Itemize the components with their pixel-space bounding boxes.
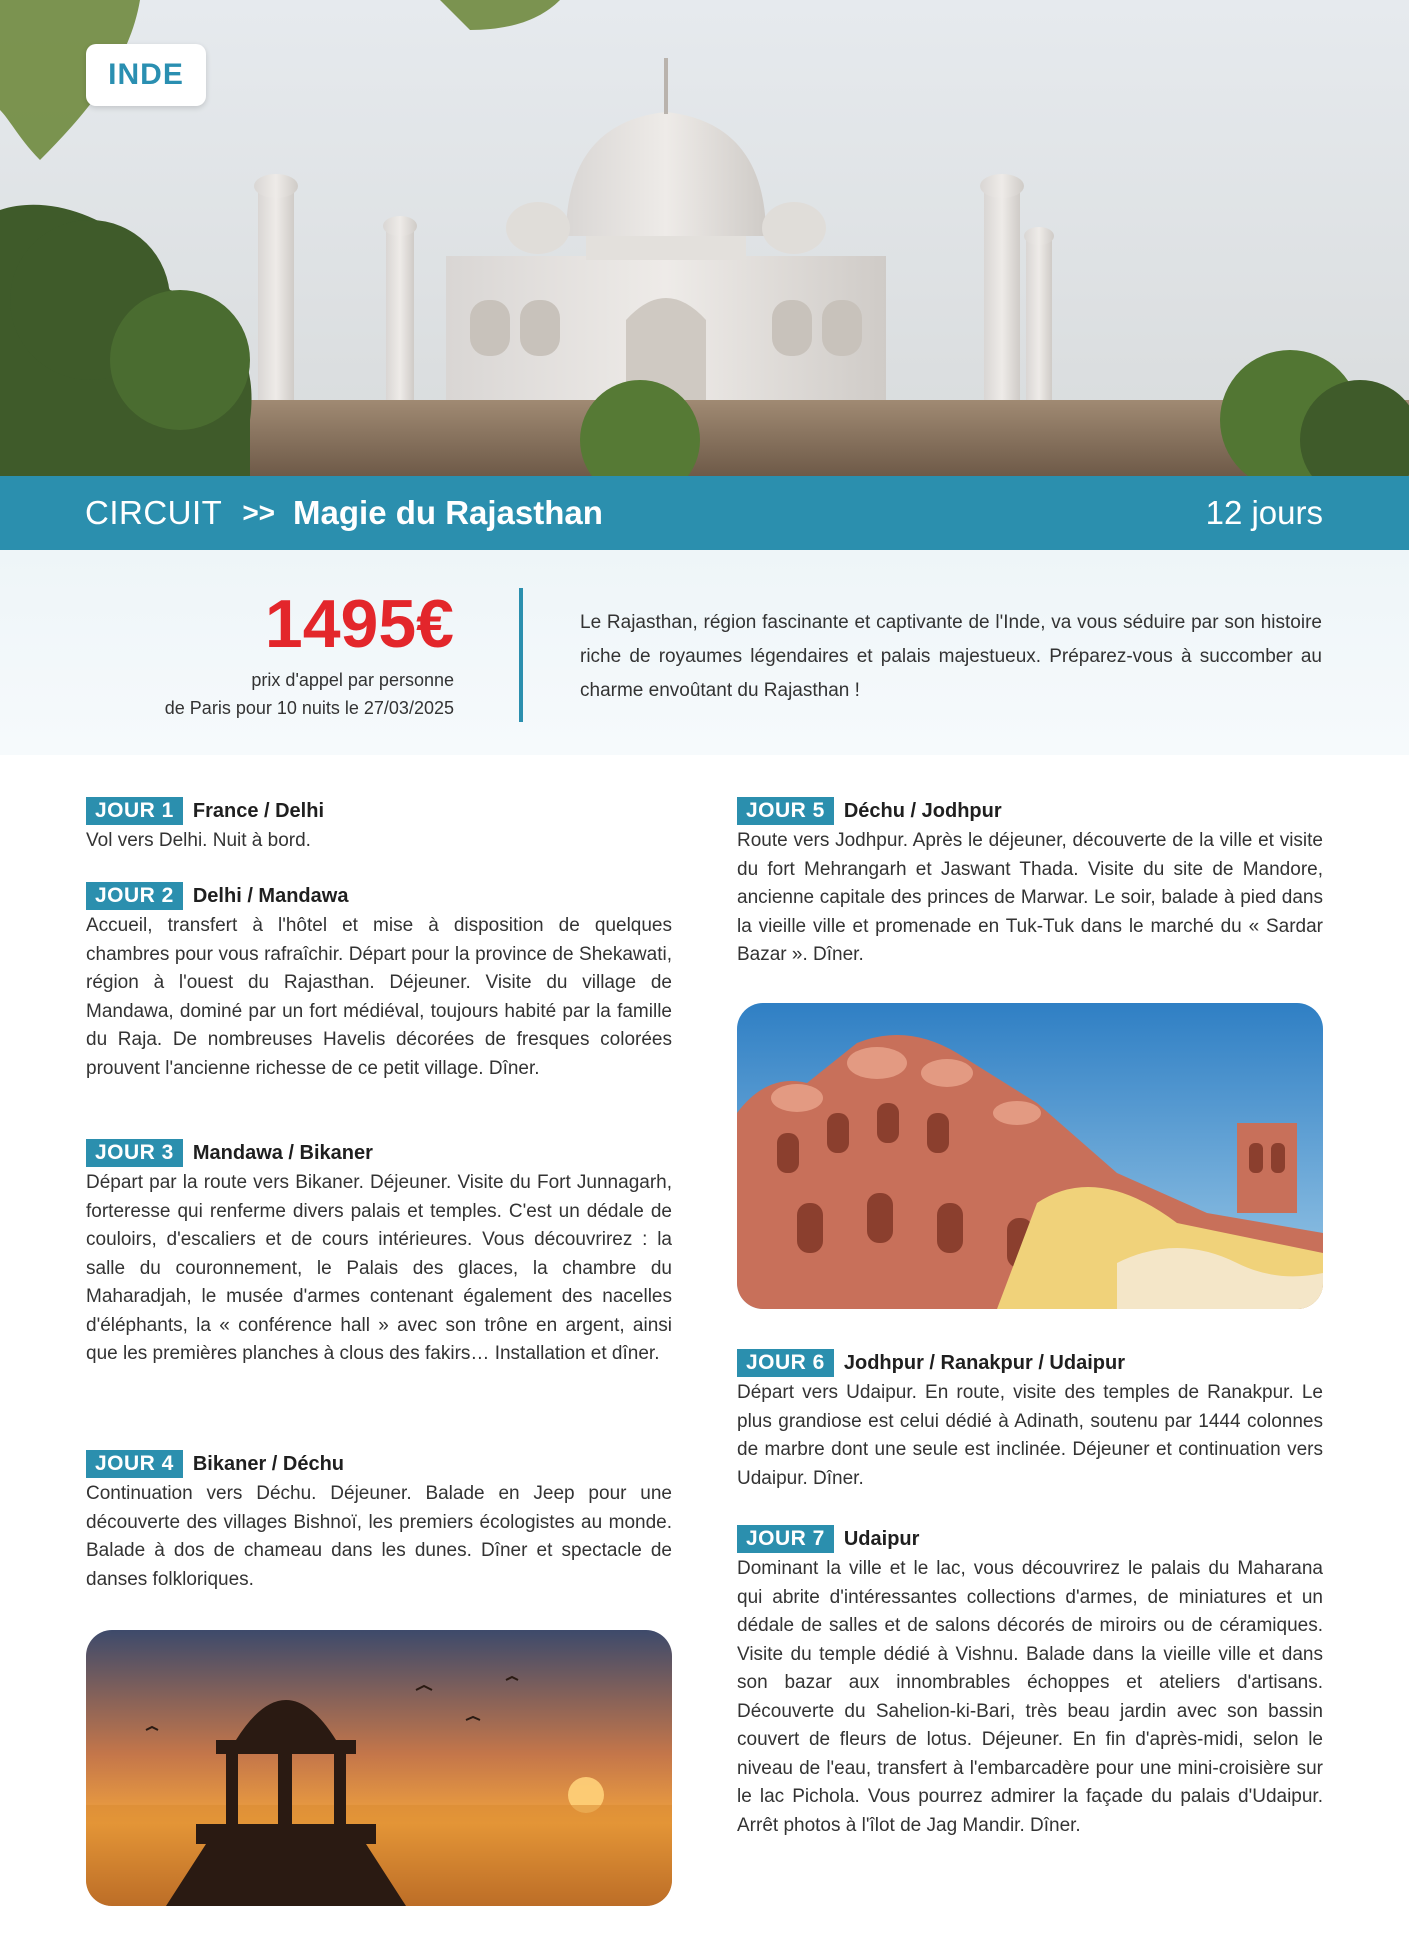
day-tag: JOUR 6: [737, 1349, 834, 1377]
day-text: Route vers Jodhpur. Après le déjeuner, découverte de la ville et visite du fort Mehrangarh et Jaswant Thada. Visite du site de Mandore, ancienne capitale des princes de Marwar. Le soir, balade à pied dans la vieille ville et promenade en Tuk-Tuk dans le marché du « Sardar Bazar ». Dîner.: [737, 830, 1323, 965]
trip-name: Magie du Rajasthan: [293, 494, 603, 531]
price-value: 1495€: [264, 586, 454, 662]
hawa-mahal-illustration: [737, 1003, 1323, 1309]
day-3: [86, 1139, 672, 1369]
day-route: Bikaner / Déchu: [192, 1452, 345, 1475]
day-text: Départ par la route vers Bikaner. Déjeuner. Visite du Fort Junnagarh, forteresse qui renferme divers palais et temples. C'est un dédale de couloirs, d'escaliers et de cours intérieures. Vous découvrirez : la salle du couronnement, le Palais des glaces, la chambre du Maharadjah, le musée d'armes contenant également des nacelles d'éléphants, la « conférence hall » avec son trône en argent, ainsi que les premières planches à clous des fakirs… Installation et dîner.: [86, 1172, 672, 1364]
country-badge: INDE: [86, 44, 206, 106]
divider: [519, 588, 523, 722]
day-text: Accueil, transfert à l'hôtel et mise à disposition de quelques chambres pour vous rafraîchir. Départ pour la province de Shekawati, région à l'ouest du Rajasthan. Déjeuner. Visite du village de Mandawa, dominé par un fort médiéval, toujours habité par la famille du Raja. De nombreuses Havelis décorées de fresques colorées prouvent l'ancienne richesse de ce petit village. Dîner.: [86, 915, 672, 1079]
day-text: Vol vers Delhi. Nuit à bord.: [86, 830, 311, 851]
day-tag: JOUR 1: [86, 797, 183, 825]
price-line-2: de Paris pour 10 nuits le 27/03/2025: [164, 698, 454, 718]
day-text: Départ vers Udaipur. En route, visite des temples de Ranakpur. Le plus grandiose est celui dédié à Adinath, soutenu par 1444 colonnes de marbre dont une seule est inclinée. Déjeuner et continuation vers Udaipur. Dîner.: [737, 1382, 1323, 1489]
day-5: [737, 797, 1323, 970]
day-tag: JOUR 7: [737, 1525, 834, 1553]
day-tag: JOUR 2: [86, 882, 183, 910]
day-text: Dominant la ville et le lac, vous découvrirez le palais du Maharana qui abrite d'intéressantes collections d'armes, de miniatures et un dédale de salles et de salons décorés de miroirs ou de céramiques. Visite du temple dédié à Vishnu. Balade dans la vieille ville et dans son bazar aux innombrables échoppes et ateliers d'artisans. Découverte du Sahelion-ki-Bari, très beau jardin avec son bassin couvert de fleurs de lotus. Déjeuner. En fin d'après-midi, selon le niveau de l'eau, transfert à l'embarcadère pour une mini-croisière sur le lac Pichola. Vous pourrez admirer la façade du palais d'Udaipur. Arrêt photos à l'îlot de Jag Mandir. Dîner.: [737, 1558, 1323, 1836]
price-conditions: [165, 666, 454, 722]
hero-image-taj-mahal: [0, 0, 1409, 476]
trip-duration: 12 jours: [1205, 494, 1323, 531]
price-strip: [0, 550, 1409, 755]
day-route: Delhi / Mandawa: [192, 884, 349, 907]
day-route: Jodhpur / Ranakpur / Udaipur: [843, 1351, 1125, 1374]
day-route: Mandawa / Bikaner: [192, 1141, 373, 1164]
chevron-double-right-icon: >>: [242, 497, 276, 528]
day-tag: JOUR 5: [737, 797, 834, 825]
title-bar: [0, 476, 1409, 550]
day-tag: JOUR 4: [86, 1450, 183, 1478]
day-6: [737, 1349, 1323, 1493]
photo-sunset-pavilion: [86, 1630, 672, 1906]
day-1: [86, 797, 672, 856]
day-2: [86, 882, 672, 1083]
taj-mahal-illustration: [0, 0, 1409, 476]
day-route: France / Delhi: [192, 799, 325, 822]
day-7: [737, 1525, 1323, 1840]
day-route: Déchu / Jodhpur: [843, 799, 1002, 822]
day-route: Udaipur: [843, 1527, 920, 1550]
day-tag: JOUR 3: [86, 1139, 183, 1167]
day-text: Continuation vers Déchu. Déjeuner. Balade en Jeep pour une découverte des villages Bishnoï, les premiers écologistes au monde. Balade à dos de chameau dans les dunes. Dîner et spectacle de danses folkloriques.: [86, 1483, 672, 1590]
price-line-1: prix d'appel par personne: [251, 670, 454, 690]
day-4: [86, 1450, 672, 1594]
sunset-pavilion-illustration: [86, 1630, 672, 1906]
intro-text: Le Rajasthan, région fascinante et captivante de l'Inde, va vous séduire par son histoire riche de royaumes légendaires et palais majestueux. Préparez-vous à succomber au charme envoûtant du Rajasthan !: [580, 612, 1322, 701]
photo-hawa-mahal: [737, 1003, 1323, 1309]
circuit-label: CIRCUIT: [85, 494, 223, 531]
